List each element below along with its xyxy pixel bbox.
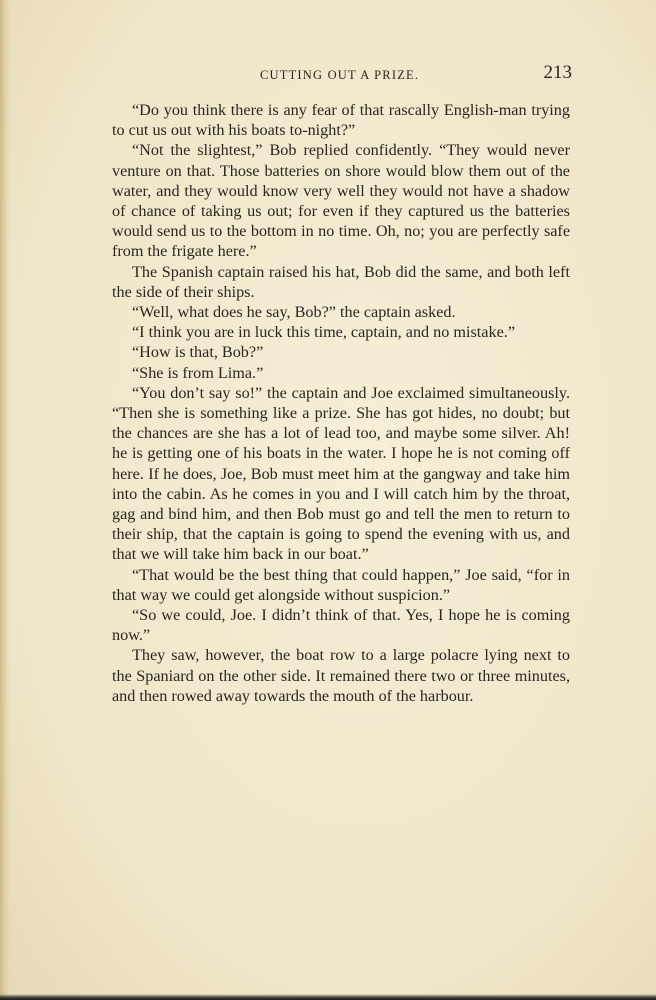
paragraph: “I think you are in luck this time, captain, and no mistake.” <box>132 323 515 342</box>
paragraph: They saw, however, the boat row to a large polacre lying next to the Spaniard on the other side. It remained there two or three minutes, and then rowed away towards the mouth of the harbour. <box>112 646 570 705</box>
running-title: CUTTING OUT A PRIZE. <box>260 68 420 82</box>
paragraph: “Not the slightest,” Bob replied confidently. “They would never venture on that. Those batteries on shore would blow them out of the water, and they would know very well they would not have a shadow of chance of taking us out; for even if they captured us the batteries would send us to the bottom in no time. Oh, no; you are perfectly safe from the frigate here.” <box>112 141 570 261</box>
page-header <box>112 60 572 90</box>
page-number: 213 <box>543 62 572 83</box>
paragraph: “That would be the best thing that could happen,” Joe said, “for in that way we could get alongside without suspicion.” <box>112 565 570 604</box>
body-text <box>112 100 570 706</box>
page-binding-edge <box>0 0 10 1000</box>
paragraph: “So we could, Joe. I didn’t think of that. Yes, I hope he is coming now.” <box>112 606 570 645</box>
page-bottom-edge <box>0 994 656 1000</box>
paragraph: “How is that, Bob?” <box>132 343 264 362</box>
paragraph: “Well, what does he say, Bob?” the captain asked. <box>132 303 456 322</box>
paragraph: “She is from Lima.” <box>132 363 264 382</box>
paragraph: “You don’t say so!” the captain and Joe exclaimed simultaneously. “Then she is something like a prize. She has got hides, no doubt; but the chances are she has a lot of lead too, and maybe some silver. Ah! he is getting one of his boats in the water. I hope he is not coming off here. If he does, Joe, Bob must meet him at the gangway and take him into the cabin. As he comes in you and I will catch him by the throat, gag and bind him, and then Bob must go and tell the men to return to their ship, that the captain is going to spend the evening with us, and that we will take him back in our boat.” <box>112 383 570 564</box>
paragraph: The Spanish captain raised his hat, Bob did the same, and both left the side of their ships. <box>112 262 570 301</box>
paragraph: “Do you think there is any fear of that rascally English-man trying to cut us out with his boats to-night?” <box>112 101 570 140</box>
